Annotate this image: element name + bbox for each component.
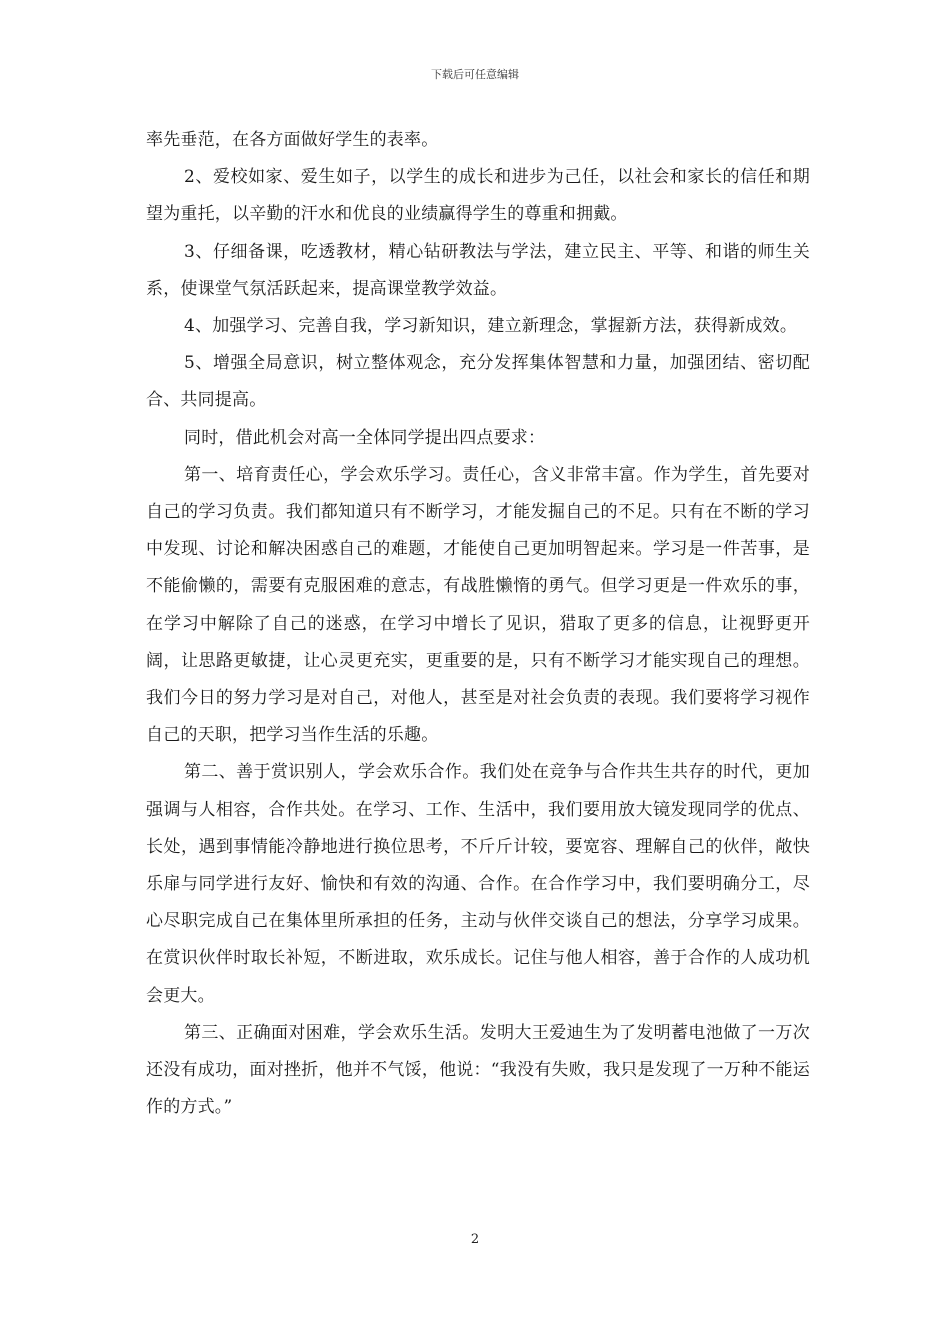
page-header: 下载后可任意编辑 [431, 68, 519, 81]
paragraph-item-4: 4、加强学习、完善自我，学习新知识，建立新理念，掌握新方法，获得新成效。 [184, 316, 798, 337]
paragraph-second-requirement: 第二、善于赏识别人，学会欢乐合作。我们处在竞争与合作共生共存的时代，更加强调与人相容，合作共处。在学习、工作、生活中，我们要用放大镜发现同学的优点、长处，遇到事情能冷静地进行换位思考，不斤斤计较，要宽容、理解自己的伙伴，敞快乐扉与同学进行友好、愉快和有效的沟通、合作。在合作学习中，我们要明确分工，尽心尽职完成自己在集体里所承担的任务，主动与伙伴交谈自己的想法，分享学习成果。在赏识伙伴时取长补短，不断进取，欢乐成长。记住与他人相容，善于合作的人成功机会更大。 [146, 762, 810, 1006]
paragraph-item-2: 2、爱校如家、爱生如子，以学生的成长和进步为己任，以社会和家长的信任和期望为重托，以辛勤的汗水和优良的业绩赢得学生的尊重和拥戴。 [146, 167, 810, 225]
paragraph-first-requirement: 第一、培育责任心，学会欢乐学习。责任心，含义非常丰富。作为学生，首先要对自己的学习负责。我们都知道只有不断学习，才能发掘自己的不足。只有在不断的学习中发现、讨论和解决困惑自己的难题，才能使自己更加明智起来。学习是一件苦事，是不能偷懒的，需要有克服困难的意志，有战胜懒惰的勇气。但学习更是一件欢乐的事，在学习中解除了自己的迷惑，在学习中增长了见识，猎取了更多的信息，让视野更开阔，让思路更敏捷，让心灵更充实，更重要的是，只有不断学习才能实现自己的理想。我们今日的努力学习是对自己，对他人，甚至是对社会负责的表现。我们要将学习视作自己的天职，把学习当作生活的乐趣。 [146, 464, 810, 746]
page-number: 2 [470, 1232, 480, 1247]
document-body [146, 122, 810, 1126]
paragraph-third-requirement: 第三、正确面对困难，学会欢乐生活。发明大王爱迪生为了发明蓄电池做了一万次还没有成功，面对挫折，他并不气馁，他说：“我没有失败，我只是发现了一万种不能运作的方式。” [146, 1022, 810, 1118]
paragraph-intro-requirements: 同时，借此机会对高一全体同学提出四点要求： [184, 427, 546, 448]
paragraph-item-3: 3、仔细备课，吃透教材，精心钻研教法与学法，建立民主、平等、和谐的师生关系，使课堂气氛活跃起来，提高课堂教学效益。 [146, 241, 810, 299]
paragraph-item-5: 5、增强全局意识，树立整体观念，充分发挥集体智慧和力量，加强团结、密切配合、共同提高。 [146, 353, 810, 411]
paragraph-continuation: 率先垂范，在各方面做好学生的表率。 [146, 130, 439, 150]
